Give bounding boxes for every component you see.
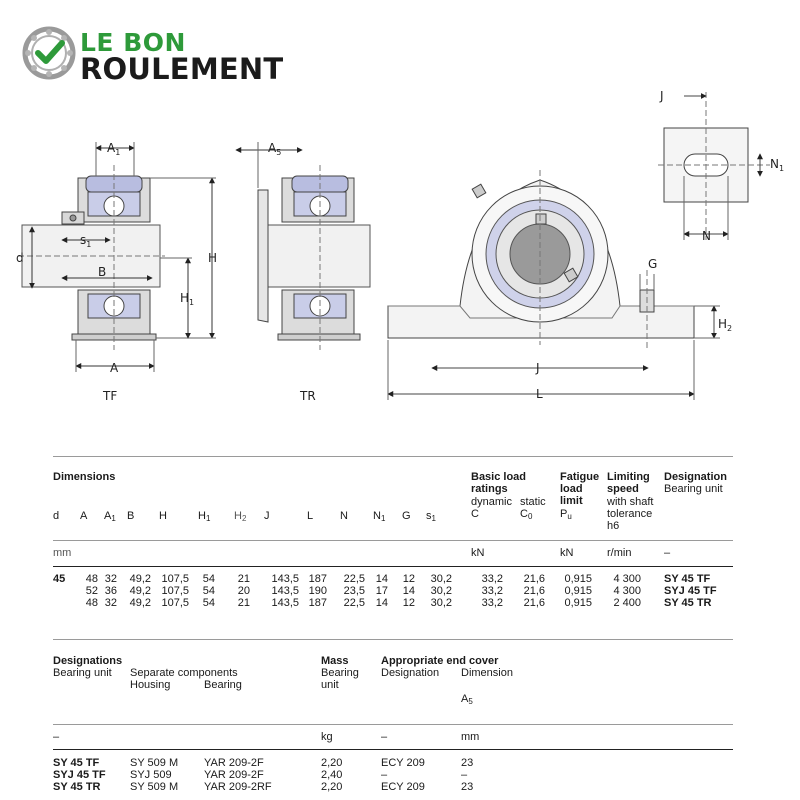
cell-g: 12 <box>402 597 415 609</box>
col-header: L <box>307 510 314 522</box>
col-header: J <box>264 510 270 522</box>
svg-text:N1: $N_1$ <box>770 157 785 173</box>
housing-header: Housing <box>130 679 171 691</box>
cell-l: 187 <box>308 573 327 585</box>
cell-dim: 23 <box>461 781 474 793</box>
cell-s1: 30,2 <box>430 597 452 609</box>
cell-a: 48 <box>85 573 98 585</box>
mass-header: Mass <box>321 655 349 667</box>
svg-text:d: d <box>16 251 24 265</box>
speed-sub3: h6 <box>607 520 620 532</box>
tf-view-label: TF <box>103 389 118 403</box>
designations-title: Designations <box>53 655 123 667</box>
col-header: N <box>340 510 348 522</box>
cell-mass: 2,20 <box>321 781 343 793</box>
svg-text:J: J <box>536 361 540 375</box>
cell-speed: 4 300 <box>613 573 641 585</box>
cell-n: 23,5 <box>343 585 365 597</box>
cell-pu: 0,915 <box>564 585 592 597</box>
svg-text:J: J <box>660 89 664 103</box>
svg-text:L: L <box>536 387 543 401</box>
mass-sub1: Bearing <box>321 667 359 679</box>
cell-speed: 2 400 <box>613 597 641 609</box>
cell-g: 14 <box>402 585 415 597</box>
cell-h: 107,5 <box>161 597 189 609</box>
cell-h2: 21 <box>237 597 250 609</box>
svg-text:A1: $A_1$ <box>107 141 121 157</box>
svg-text:A: A <box>110 361 119 375</box>
cell-mass: 2,20 <box>321 757 343 769</box>
c0-label: C0 <box>520 508 533 521</box>
cell-unit: SYJ 45 TF <box>53 769 106 781</box>
speed-title2: speed <box>607 483 639 495</box>
bearing-check-icon <box>22 26 76 80</box>
col-header: B <box>127 510 135 522</box>
cell-mass: 2,40 <box>321 769 343 781</box>
cell-bearing: YAR 209-2F <box>204 769 264 781</box>
cell-a: 52 <box>85 585 98 597</box>
cell-des: SY 45 TR <box>664 597 712 609</box>
unit-kn-pu: kN <box>560 547 574 559</box>
front-view <box>388 170 720 400</box>
col-header: N1 <box>373 510 386 523</box>
mass-sub2: unit <box>321 679 339 691</box>
col-header: A1 <box>104 510 116 523</box>
cell-housing: SY 509 M <box>130 757 179 769</box>
cell-h1: 54 <box>202 585 215 597</box>
cell-n1: 14 <box>375 573 388 585</box>
cell-housing: SYJ 509 <box>130 769 172 781</box>
cell-cover: ECY 209 <box>381 781 425 793</box>
logo-line2: ROULEMENT <box>80 52 284 86</box>
svg-text:B: B <box>98 265 107 279</box>
cell-c0: 21,6 <box>523 585 545 597</box>
cell-h: 107,5 <box>161 573 189 585</box>
cell-b: 49,2 <box>129 585 151 597</box>
static-label: static <box>520 496 546 508</box>
svg-text:s1: $s_1$ <box>80 233 92 249</box>
cell-a1: 32 <box>104 597 117 609</box>
speed-sub1: with shaft <box>607 496 654 508</box>
brand-logo <box>22 26 302 86</box>
cell-h1: 54 <box>202 573 215 585</box>
unit-kg: kg <box>321 731 333 743</box>
svg-text:N: N <box>702 229 711 243</box>
cell-c0: 21,6 <box>523 573 545 585</box>
unit-kn-c: kN <box>471 547 485 559</box>
cell-des: SY 45 TF <box>664 573 711 585</box>
col-header: A <box>80 510 88 522</box>
dimensions-table <box>53 456 733 616</box>
d-value: 45 <box>53 573 66 585</box>
cover-designation-header: Designation <box>381 667 440 679</box>
unit-rpm: r/min <box>607 547 632 559</box>
slot-detail <box>658 92 770 240</box>
dimensions-title: Dimensions <box>53 471 116 483</box>
svg-text:G: G <box>648 257 658 271</box>
cell-n: 22,5 <box>343 597 365 609</box>
fatigue-title: Fatigue <box>560 471 600 483</box>
svg-text:H2: $H_2$ <box>718 317 733 333</box>
cell-h1: 54 <box>202 597 215 609</box>
col-header: H1 <box>198 510 211 523</box>
unit-dash2: – <box>381 731 388 743</box>
cell-dim: 23 <box>461 757 474 769</box>
cell-j: 143,5 <box>271 597 299 609</box>
technical-drawing <box>0 80 800 420</box>
bearing-header: Bearing <box>204 679 242 691</box>
cover-dimension-header: Dimension <box>461 667 513 679</box>
cell-s1: 30,2 <box>430 573 452 585</box>
cell-housing: SY 509 M <box>130 781 179 793</box>
dynamic-label: dynamic <box>471 496 512 508</box>
col-header: H <box>159 510 167 522</box>
cell-a1: 36 <box>104 585 117 597</box>
designation-title: Designation <box>664 471 727 483</box>
unit-dash1: – <box>53 731 60 743</box>
c-label: C <box>471 508 479 520</box>
cell-dim: – <box>461 769 468 781</box>
cell-bearing: YAR 209-2F <box>204 757 264 769</box>
tr-view <box>236 142 370 350</box>
speed-title: Limiting <box>607 471 650 483</box>
unit-mm2: mm <box>461 731 480 743</box>
col-header: G <box>402 510 411 522</box>
speed-sub2: tolerance <box>607 508 653 520</box>
logo-line1: LE BON <box>80 28 186 57</box>
designation-sub: Bearing unit <box>664 483 723 495</box>
cell-h2: 20 <box>237 585 250 597</box>
col-header: d <box>53 510 60 522</box>
separate-components-header: Separate components <box>130 667 238 679</box>
basic-load-title: Basic load <box>471 471 527 483</box>
cell-pu: 0,915 <box>564 573 592 585</box>
basic-load-title2: ratings <box>471 483 508 495</box>
svg-text:A5: $A_5$ <box>268 141 282 157</box>
svg-text:H1: $H_1$ <box>180 291 195 307</box>
cell-l: 187 <box>308 597 327 609</box>
cell-c: 33,2 <box>481 597 503 609</box>
a5-header: A5 <box>461 693 473 706</box>
fatigue-title2: load <box>560 483 583 495</box>
cell-c0: 21,6 <box>523 597 545 609</box>
cell-n1: 17 <box>375 585 388 597</box>
end-cover-header: Appropriate end cover <box>381 655 499 667</box>
cell-c: 33,2 <box>481 585 503 597</box>
cell-b: 49,2 <box>129 573 151 585</box>
cell-b: 49,2 <box>129 597 151 609</box>
cell-n1: 14 <box>375 597 388 609</box>
cell-c: 33,2 <box>481 573 503 585</box>
cell-a: 48 <box>85 597 98 609</box>
cell-bearing: YAR 209-2RF <box>204 781 272 793</box>
cell-n: 22,5 <box>343 573 365 585</box>
cell-des: SYJ 45 TF <box>664 585 717 597</box>
cell-a1: 32 <box>104 573 117 585</box>
fatigue-title3: limit <box>560 495 583 507</box>
cell-speed: 4 300 <box>613 585 641 597</box>
pu-label: Pu <box>560 508 572 521</box>
tr-view-label: TR <box>300 389 316 403</box>
cell-pu: 0,915 <box>564 597 592 609</box>
cell-l: 190 <box>308 585 327 597</box>
cell-cover: – <box>381 769 388 781</box>
col-header: s1 <box>426 510 436 523</box>
cell-s1: 30,2 <box>430 585 452 597</box>
cell-h: 107,5 <box>161 585 189 597</box>
cell-cover: ECY 209 <box>381 757 425 769</box>
bearing-unit-header: Bearing unit <box>53 667 112 679</box>
col-header: H2 <box>234 510 247 523</box>
cell-g: 12 <box>402 573 415 585</box>
cell-h2: 21 <box>237 573 250 585</box>
cell-unit: SY 45 TF <box>53 757 100 769</box>
cell-j: 143,5 <box>271 585 299 597</box>
cell-unit: SY 45 TR <box>53 781 101 793</box>
cell-j: 143,5 <box>271 573 299 585</box>
designations-table <box>53 653 733 800</box>
tf-view <box>18 142 216 372</box>
svg-text:H: H <box>208 251 218 265</box>
unit-mm: mm <box>53 547 72 559</box>
unit-dash: – <box>664 547 671 559</box>
